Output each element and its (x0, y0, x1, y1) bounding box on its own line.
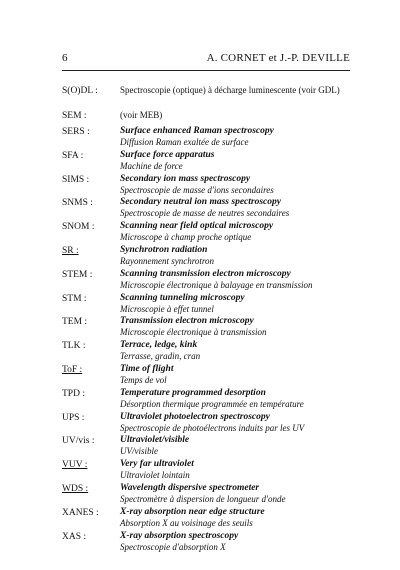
glossary-entry (62, 316, 350, 340)
entry-english-term: Secondary neutral ion mass spectroscopy (120, 197, 281, 208)
entry-description (120, 110, 350, 121)
entry-french-translation: Microscopie à effet tunnel (120, 303, 214, 314)
running-head: A. CORNET et J.-P. DEVILLE (206, 52, 350, 64)
glossary-entry (62, 483, 350, 507)
entry-french-translation: Microscopie électronique à balayage en transmission (120, 279, 313, 290)
entry-french-translation: Machine de force (120, 160, 183, 171)
entry-description (120, 340, 350, 362)
entry-abbreviation: SIMS : (62, 174, 90, 185)
entry-description (120, 293, 350, 315)
entry-french-translation: Spectroscopie de masse de neutres secondaires (120, 208, 290, 219)
glossary-entry (62, 197, 350, 221)
entry-english-term: Temperature programmed desorption (120, 387, 266, 398)
entry-english-term: Ultraviolet photoelectron spectroscopy (120, 411, 270, 422)
entry-french-translation: Rayonnement synchrotron (120, 255, 215, 266)
entry-description (120, 316, 350, 338)
glossary-entry (62, 507, 350, 531)
entry-description (120, 507, 350, 529)
glossary-entry (62, 531, 350, 555)
entry-description (120, 412, 350, 434)
entry-english-term: Scanning tunneling microscopy (120, 292, 245, 303)
entry-description (120, 174, 350, 196)
glossary-entry (62, 412, 350, 436)
entry-description (120, 388, 350, 410)
entry-french-translation: Spectroscopie de photoélectrons induits par les UV (120, 422, 305, 433)
entry-abbreviation: SR : (62, 245, 79, 256)
entry-description (120, 269, 350, 291)
header-rule (62, 70, 350, 71)
entry-english-term: Time of flight (120, 363, 174, 374)
entry-english-term: Secondary ion mass spectroscopy (120, 173, 251, 184)
entry-english-term: Synchrotron radiation (120, 244, 208, 255)
glossary-entry (62, 340, 350, 364)
entry-french-translation: Diffusion Raman exaltée de surface (120, 137, 249, 147)
glossary-entry (62, 174, 350, 198)
entry-english-term: Surface force apparatus (120, 149, 215, 160)
entry-abbreviation: UPS : (62, 412, 85, 423)
entry-english-term: Very far ultraviolet (120, 459, 194, 470)
entry-description (120, 483, 350, 505)
entry-abbreviation: STM : (62, 293, 87, 304)
entry-english-term: X-ray absorption spectroscopy (120, 530, 239, 541)
entry-abbreviation: SERS : (62, 127, 90, 137)
entry-abbreviation: SEM : (62, 111, 87, 121)
entry-french-translation: Absorption X au voisinage des seuils (120, 517, 253, 528)
entry-french-translation: Ultraviolet lointain (120, 470, 190, 481)
entry-french-translation: Microscope à champ proche optique (120, 232, 252, 243)
page-number: 6 (62, 52, 68, 64)
entry-french-translation: Microscopie électronique à transmission (120, 327, 267, 338)
glossary-entry (62, 388, 350, 412)
entry-description (120, 197, 350, 219)
entry-french-translation: Spectroscopie d'absorption X (120, 541, 226, 552)
glossary-entry (62, 364, 350, 388)
entry-abbreviation: SNMS : (62, 198, 93, 209)
entry-abbreviation: WDS : (62, 483, 89, 494)
glossary-entry (62, 269, 350, 293)
entry-plain-text: (voir MEB) (120, 110, 163, 120)
entry-french-translation: UV/visible (120, 446, 158, 457)
entry-english-term: Scanning transmission electron microscopy (120, 268, 291, 279)
entry-english-term: Surface enhanced Raman spectroscopy (120, 126, 274, 136)
entry-abbreviation: SNOM : (62, 222, 95, 233)
entry-abbreviation: SFA : (62, 150, 84, 161)
entry-plain-text: Spectroscopie (optique) à décharge luminescente (voir GDL) (120, 85, 340, 95)
entry-description (120, 435, 350, 457)
entry-abbreviation: UV/vis : (62, 436, 95, 447)
glossary-entry (62, 126, 350, 150)
glossary-entry (62, 221, 350, 245)
entry-description (120, 126, 350, 148)
entry-description (120, 150, 350, 172)
entry-abbreviation: S(O)DL : (62, 86, 98, 96)
entry-abbreviation: TLK : (62, 341, 86, 352)
glossary-entry (62, 245, 350, 269)
entry-french-translation: Terrasse, gradin, cran (120, 351, 201, 362)
entry-description (120, 364, 350, 386)
entry-english-term: Wavelength dispersive spectrometer (120, 482, 260, 493)
entry-french-translation: Désorption thermique programmée en température (120, 398, 304, 409)
entry-english-term: Scanning near field optical microscopy (120, 221, 274, 232)
entry-description (120, 531, 350, 553)
entry-english-term: Ultraviolet/visible (120, 435, 190, 446)
entry-description (120, 459, 350, 481)
entry-abbreviation: VUV : (62, 460, 88, 471)
entry-abbreviation: XANES : (62, 507, 99, 518)
entry-abbreviation: ToF : (62, 364, 83, 375)
entry-abbreviation: XAS : (62, 531, 87, 542)
entry-french-translation: Temps de vol (120, 374, 167, 385)
entry-description (120, 85, 350, 96)
entry-abbreviation: TEM : (62, 317, 88, 328)
glossary-entry (62, 435, 350, 459)
glossary-entry (62, 150, 350, 174)
entry-french-translation: Spectromètre à dispersion de longueur d'onde (120, 493, 286, 504)
entry-description (120, 221, 350, 243)
glossary-list (62, 85, 350, 554)
entry-abbreviation: TPD : (62, 388, 85, 399)
glossary-entry (62, 110, 350, 126)
entry-english-term: Terrace, ledge, kink (120, 340, 198, 351)
entry-description (120, 245, 350, 267)
entry-french-translation: Spectroscopie de masse d'ions secondaires (120, 184, 274, 195)
entry-english-term: X-ray absorption near edge structure (120, 506, 265, 517)
entry-abbreviation: STEM : (62, 269, 93, 280)
glossary-entry (62, 293, 350, 317)
glossary-entry (62, 85, 350, 110)
glossary-entry (62, 459, 350, 483)
entry-english-term: Transmission electron microscopy (120, 316, 254, 327)
page-header (62, 52, 350, 68)
